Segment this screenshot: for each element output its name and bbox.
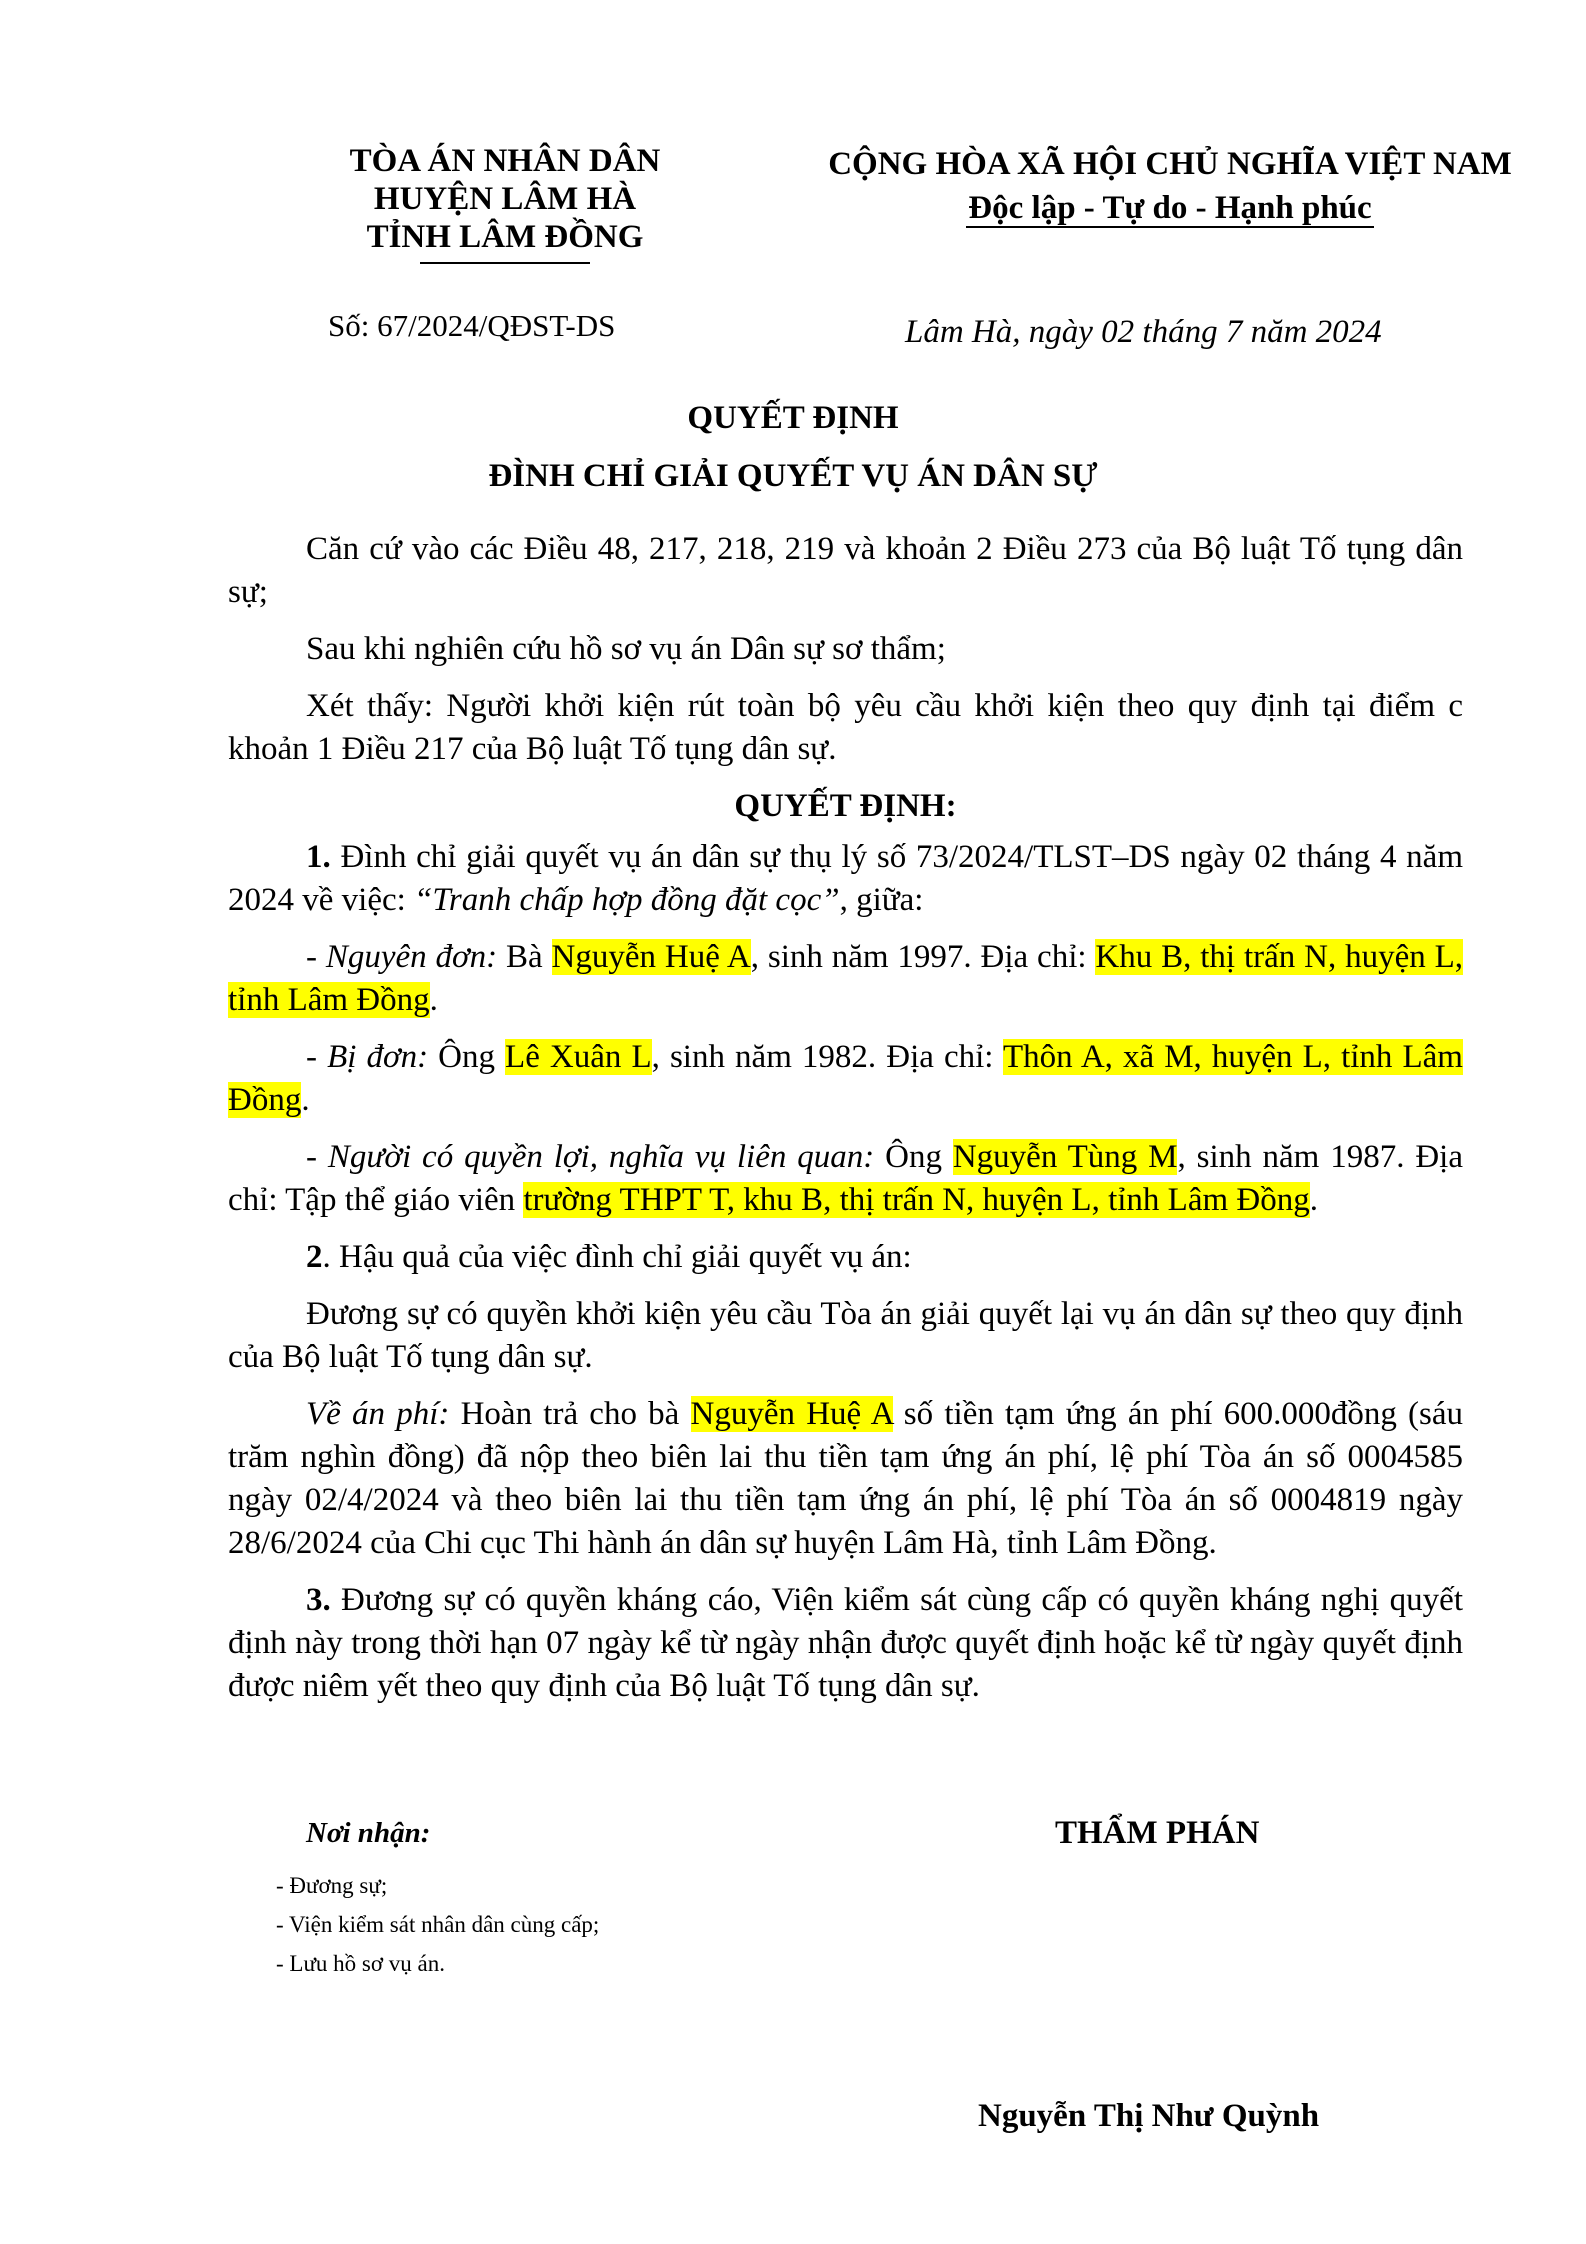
plaintiff-name: Nguyễn Huệ A <box>551 939 751 975</box>
court-fee-paragraph <box>228 1393 1463 1565</box>
defendant-paragraph <box>228 1036 1463 1122</box>
plaintiff-title: Bà <box>497 939 552 975</box>
document-body <box>228 528 1463 1722</box>
item-3-text: Đương sự có quyền kháng cáo, Viện kiểm sát cùng cấp có quyền kháng nghị quyết định này trong thời hạn 07 ngày kể từ ngày nhận được quyết định hoặc kể từ ngày quyết định được niêm yết theo quy định của Bộ luật Tố tụng dân sự. <box>228 1582 1463 1704</box>
document-title: QUYẾT ĐỊNH <box>687 400 899 436</box>
item-3-paragraph <box>228 1579 1463 1708</box>
document-number: Số: 67/2024/QĐST-DS <box>328 308 616 343</box>
recipients-title: Nơi nhận: <box>306 1817 431 1849</box>
defendant-end: . <box>301 1082 310 1118</box>
court-name-line1: TÒA ÁN NHÂN DÂN <box>349 143 661 179</box>
item-2-paragraph <box>228 1236 1463 1279</box>
item-3-number: 3. <box>306 1582 331 1618</box>
right-to-sue-paragraph: Đương sự có quyền khởi kiện yêu cầu Tòa án giải quyết lại vụ án dân sự theo quy định của Bộ luật Tố tụng dân sự. <box>228 1296 1463 1375</box>
recipient-item: - Lưu hồ sơ vụ án. <box>276 1951 445 1976</box>
defendant-info: , sinh năm 1982. Địa chỉ: <box>651 1039 1003 1075</box>
item-2-number: 2 <box>306 1239 323 1275</box>
defendant-address: Thôn A, xã M, huyện L, tỉnh Lâm Đồng <box>228 1039 1463 1118</box>
related-end: . <box>1309 1182 1318 1218</box>
court-header <box>300 142 710 264</box>
nation-header <box>780 142 1560 230</box>
defendant-role: Bị đơn: <box>327 1039 429 1075</box>
defendant-title: Ông <box>428 1039 506 1075</box>
judge-title: THẨM PHÁN <box>1055 1815 1260 1851</box>
national-motto: Độc lập - Tự do - Hạnh phúc <box>968 190 1372 226</box>
related-title: Ông <box>874 1139 953 1175</box>
related-role: Người có quyền lợi, nghĩa vụ liên quan: <box>327 1139 875 1175</box>
plaintiff-info: , sinh năm 1997. Địa chỉ: <box>750 939 1096 975</box>
item-1-number: 1. <box>306 839 331 875</box>
recipient-item: - Đương sự; <box>276 1873 388 1898</box>
item-1-text: Đình chỉ giải quyết vụ án dân sự thụ lý số 73/2024/TLST–DS ngày 02 tháng 4 năm 2024 về việc: <box>228 839 1463 918</box>
consideration-paragraph: Xét thấy: Người khởi kiện rút toàn bộ yêu cầu khởi kiện theo quy định tại điểm c khoản 1 Điều 217 của Bộ luật Tố tụng dân sự. <box>228 688 1463 767</box>
legal-basis-paragraph: Căn cứ vào các Điều 48, 217, 218, 219 và khoản 2 Điều 273 của Bộ luật Tố tụng dân sự; <box>228 531 1463 610</box>
item-2-text: . Hậu quả của việc đình chỉ giải quyết vụ án: <box>322 1239 912 1275</box>
defendant-name: Lê Xuân L <box>505 1039 652 1075</box>
plaintiff-end: . <box>429 982 438 1018</box>
court-fee-name: Nguyễn Huệ A <box>690 1396 893 1432</box>
court-name-line2: HUYỆN LÂM HÀ <box>373 181 637 217</box>
study-paragraph: Sau khi nghiên cứu hồ sơ vụ án Dân sự sơ thẩm; <box>306 631 946 667</box>
court-fee-label: Về án phí: <box>306 1396 450 1432</box>
related-party-paragraph <box>228 1136 1463 1222</box>
place-and-date: Lâm Hà, ngày 02 tháng 7 năm 2024 <box>905 314 1382 350</box>
related-info: , sinh năm 1987. Địa chỉ: Tập thể giáo viên <box>228 1139 1463 1218</box>
item-1-paragraph <box>228 836 1463 922</box>
recipient-item: - Viện kiểm sát nhân dân cùng cấp; <box>276 1912 600 1937</box>
case-name: “Tranh chấp hợp đồng đặt cọc” <box>414 882 840 918</box>
court-fee-text: Hoàn trả cho bà <box>449 1396 691 1432</box>
plaintiff-address: Khu B, thị trấn N, huyện L, tỉnh Lâm Đồng <box>228 939 1463 1018</box>
plaintiff-role: Nguyên đơn: <box>325 939 498 975</box>
plaintiff-dash: - <box>306 939 326 975</box>
plaintiff-paragraph <box>228 936 1463 1022</box>
item-1-text-end: , giữa: <box>839 882 924 918</box>
related-name: Nguyễn Tùng M <box>952 1139 1178 1175</box>
related-dash: - <box>306 1139 328 1175</box>
recipients-list <box>276 1866 599 1983</box>
court-fee-details: số tiền tạm ứng án phí 600.000đồng (sáu trăm nghìn đồng) đã nộp theo biên lai thu tiền tạm ứng án phí, lệ phí Tòa án số 0004585 ngày 02/4/2024 và theo biên lai thu tiền tạm ứng án phí, lệ phí Tòa án số 0004819 ngày 28/6/2024 của Chi cục Thi hành án dân sự huyện Lâm Hà, tỉnh Lâm Đồng. <box>228 1396 1464 1561</box>
decision-heading: QUYẾT ĐỊNH: <box>734 788 957 824</box>
related-address: trường THPT T, khu B, thị trấn N, huyện L, tỉnh Lâm Đồng <box>523 1182 1310 1218</box>
court-name-line3: TỈNH LÂM ĐỒNG <box>366 219 644 255</box>
court-header-divider <box>420 262 590 264</box>
nation-name: CỘNG HÒA XÃ HỘI CHỦ NGHĨA VIỆT NAM <box>828 146 1512 182</box>
document-subtitle: ĐÌNH CHỈ GIẢI QUYẾT VỤ ÁN DÂN SỰ <box>488 458 1098 494</box>
defendant-dash: - <box>306 1039 328 1075</box>
judge-name: Nguyễn Thị Như Quỳnh <box>978 2098 1320 2134</box>
